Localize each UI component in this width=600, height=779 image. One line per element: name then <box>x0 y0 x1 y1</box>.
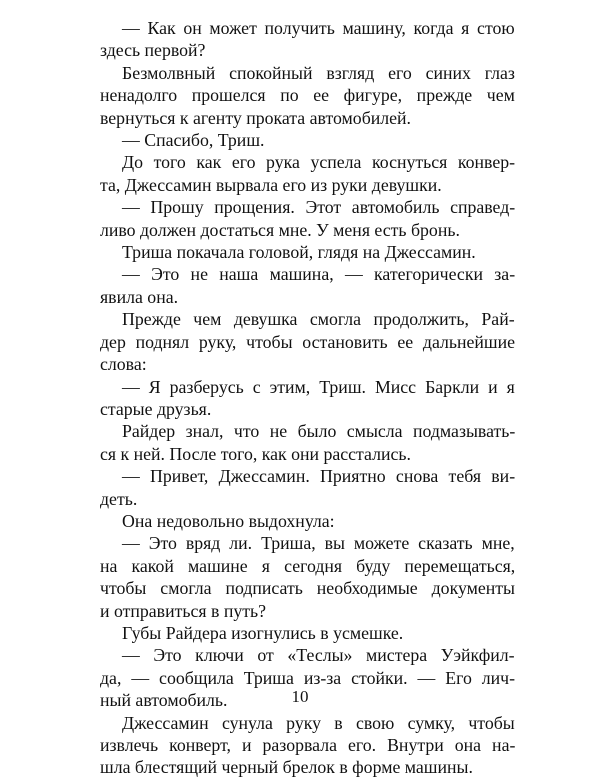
text-line: да, — сообщила Триша из-за стойки. — Его лич- <box>100 667 516 688</box>
paragraph <box>100 465 515 510</box>
paragraph <box>100 510 515 532</box>
paragraph <box>100 532 515 622</box>
text-line: дер поднял руку, чтобы остановить ее дальнейшие <box>100 331 516 352</box>
text-line: — Это вряд ли. Триша, вы можете сказать мне, <box>122 533 515 554</box>
text-line: — Прошу прощения. Этот автомобиль справед- <box>122 197 516 218</box>
body-text <box>100 17 515 779</box>
text-line: здесь первой? <box>100 40 206 61</box>
text-line: Триша покачала головой, глядя на Джессамин. <box>122 242 476 263</box>
text-line: — Это ключи от «Теслы» мистера Уэйкфил- <box>122 645 515 666</box>
text-line: Райдер знал, что не было смысла подмазывать- <box>122 421 516 442</box>
text-line: деть. <box>100 488 138 509</box>
text-line: чтобы смогла подписать необходимые документы <box>100 578 515 599</box>
paragraph <box>100 196 515 241</box>
text-line: — Как он может получить машину, когда я стою <box>122 18 515 38</box>
text-line: и отправиться в путь? <box>100 600 267 621</box>
text-line: Прежде чем девушка смогла продолжить, Рай- <box>122 309 515 330</box>
paragraph <box>100 241 515 263</box>
text-line: шла блестящий черный брелок в форме машины. <box>100 757 473 778</box>
paragraph <box>100 376 515 421</box>
text-line: та, Джессамин вырвала его из руки девушки. <box>100 174 442 195</box>
text-line: Джессамин сунула руку в свою сумку, чтобы <box>122 712 515 733</box>
paragraph <box>100 129 515 151</box>
text-line: извлечь конверт, и разорвала его. Внутри она на- <box>100 735 516 755</box>
paragraph <box>100 62 515 129</box>
text-line: ся к ней. После того, как они расстались. <box>100 443 411 464</box>
paragraph <box>100 712 515 779</box>
paragraph <box>100 151 515 196</box>
text-line: явила она. <box>100 286 179 307</box>
text-line: — Привет, Джессамин. Приятно снова тебя ви- <box>122 466 516 487</box>
paragraph <box>100 308 515 375</box>
text-line: старые друзья. <box>100 398 212 419</box>
paragraph <box>100 420 515 465</box>
text-line: Безмолвный спокойный взгляд его синих глаз <box>122 62 515 83</box>
text-line: ный автомобиль. <box>100 690 228 711</box>
page-number: 10 <box>291 687 309 706</box>
text-line: — Я разберусь с этим, Триш. Мисс Баркли и я <box>122 376 515 397</box>
text-line: слова: <box>100 354 147 375</box>
text-line: До того как его рука успела коснуться конвер- <box>122 152 516 173</box>
text-line: Она недовольно выдохнула: <box>122 510 335 531</box>
text-line: вернуться к агенту проката автомобилей. <box>100 107 411 128</box>
text-line: на какой машине я сегодня буду перемещаться, <box>100 555 516 576</box>
text-line: Губы Райдера изогнулись в усмешке. <box>122 622 404 643</box>
paragraph <box>100 17 515 62</box>
paragraph <box>100 263 515 308</box>
text-line: ливо должен достаться мне. У меня есть бронь. <box>100 219 460 240</box>
paragraph <box>100 622 515 644</box>
text-line: ненадолго прошелся по ее фигуре, прежде чем <box>100 85 515 106</box>
text-line: — Спасибо, Триш. <box>122 130 265 151</box>
text-line: — Это не наша машина, — категорически за- <box>122 264 516 285</box>
